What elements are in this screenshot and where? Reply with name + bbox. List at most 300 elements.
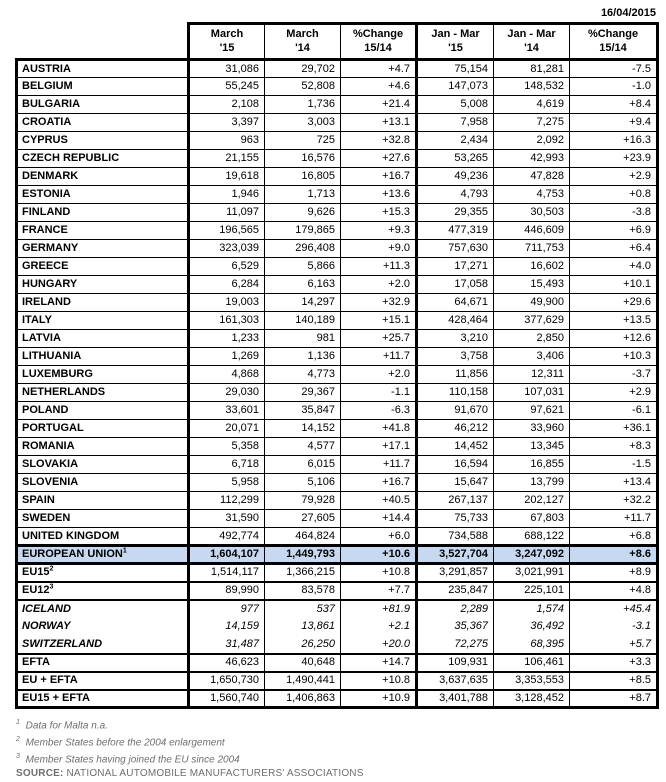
country-cell: CYPRUS: [17, 132, 189, 150]
country-cell: GERMANY: [17, 240, 189, 258]
value-cell: +15.1: [341, 312, 417, 330]
value-cell: 161,303: [189, 312, 265, 330]
country-cell: LATVIA: [17, 330, 189, 348]
country-cell: ESTONIA: [17, 186, 189, 204]
value-cell: 97,621: [494, 402, 570, 420]
value-cell: 1,490,441: [265, 672, 341, 690]
value-cell: 31,086: [189, 60, 265, 78]
country-cell: BELGIUM: [17, 78, 189, 96]
value-cell: 3,758: [417, 348, 494, 366]
value-cell: 688,122: [494, 528, 570, 546]
value-cell: +10.8: [341, 564, 417, 582]
value-cell: +25.7: [341, 330, 417, 348]
value-cell: +4.0: [570, 258, 658, 276]
source-text: NATIONAL AUTOMOBILE MANUFACTURERS' ASSOCIATIONS: [63, 768, 364, 779]
value-cell: +32.8: [341, 132, 417, 150]
value-cell: 14,297: [265, 294, 341, 312]
value-cell: 68,395: [494, 636, 570, 654]
value-cell: +8.7: [570, 690, 658, 708]
footnote-marker: 3: [49, 583, 54, 591]
table-row-latvia: [17, 330, 658, 348]
value-cell: 36,492: [494, 618, 570, 636]
column-header-4: Jan - Mar '15: [417, 24, 494, 60]
value-cell: +10.8: [341, 672, 417, 690]
value-cell: 1,136: [265, 348, 341, 366]
table-row-denmark: [17, 168, 658, 186]
value-cell: 5,958: [189, 474, 265, 492]
value-cell: 1,406,863: [265, 690, 341, 708]
value-cell: +13.1: [341, 114, 417, 132]
country-cell: DENMARK: [17, 168, 189, 186]
table-row-netherlands: [17, 384, 658, 402]
value-cell: 267,137: [417, 492, 494, 510]
table-row-slovakia: [17, 456, 658, 474]
value-cell: 35,847: [265, 402, 341, 420]
value-cell: 3,401,788: [417, 690, 494, 708]
column-header-5: Jan - Mar '14: [494, 24, 570, 60]
value-cell: -6.3: [341, 402, 417, 420]
value-cell: 757,630: [417, 240, 494, 258]
value-cell: 64,671: [417, 294, 494, 312]
value-cell: 6,718: [189, 456, 265, 474]
value-cell: 2,092: [494, 132, 570, 150]
country-cell: NETHERLANDS: [17, 384, 189, 402]
country-cell: BULGARIA: [17, 96, 189, 114]
value-cell: 3,128,452: [494, 690, 570, 708]
value-cell: 49,236: [417, 168, 494, 186]
value-cell: +81.9: [341, 600, 417, 618]
value-cell: 14,159: [189, 618, 265, 636]
value-cell: 3,247,092: [494, 546, 570, 564]
value-cell: +14.7: [341, 654, 417, 672]
value-cell: +10.1: [570, 276, 658, 294]
footnote-2: $^2$ Member States before the 2004 enlargement: [16, 736, 225, 749]
value-cell: +12.6: [570, 330, 658, 348]
source-label: SOURCE:: [16, 768, 64, 779]
country-cell: HUNGARY: [17, 276, 189, 294]
value-cell: +10.9: [341, 690, 417, 708]
value-cell: 40,648: [265, 654, 341, 672]
footnote-marker: 2: [49, 565, 54, 573]
value-cell: 1,574: [494, 600, 570, 618]
value-cell: +11.3: [341, 258, 417, 276]
table-row-france: [17, 222, 658, 240]
value-cell: +16.3: [570, 132, 658, 150]
table-row-european-union: [17, 546, 658, 564]
table-row-cyprus: [17, 132, 658, 150]
value-cell: 26,250: [265, 636, 341, 654]
value-cell: +11.7: [570, 510, 658, 528]
value-cell: +8.9: [570, 564, 658, 582]
value-cell: 13,861: [265, 618, 341, 636]
value-cell: 196,565: [189, 222, 265, 240]
value-cell: +27.6: [341, 150, 417, 168]
country-cell: GREECE: [17, 258, 189, 276]
value-cell: 1,713: [265, 186, 341, 204]
value-cell: 6,163: [265, 276, 341, 294]
value-cell: 46,212: [417, 420, 494, 438]
value-cell: 7,275: [494, 114, 570, 132]
table-row-eu15: [17, 564, 658, 582]
value-cell: 55,245: [189, 78, 265, 96]
value-cell: 179,865: [265, 222, 341, 240]
value-cell: +8.4: [570, 96, 658, 114]
value-cell: 42,993: [494, 150, 570, 168]
footnotes: [16, 714, 666, 782]
table-row-bulgaria: [17, 96, 658, 114]
value-cell: 963: [189, 132, 265, 150]
value-cell: 4,868: [189, 366, 265, 384]
value-cell: 27,605: [265, 510, 341, 528]
table-row-czech-republic: [17, 150, 658, 168]
value-cell: 52,808: [265, 78, 341, 96]
value-cell: 446,609: [494, 222, 570, 240]
value-cell: 7,958: [417, 114, 494, 132]
column-header-3: %Change 15/14: [341, 24, 417, 60]
value-cell: 75,154: [417, 60, 494, 78]
country-cell: ITALY: [17, 312, 189, 330]
value-cell: 1,514,117: [189, 564, 265, 582]
value-cell: +20.0: [341, 636, 417, 654]
value-cell: +4.8: [570, 582, 658, 600]
value-cell: +6.0: [341, 528, 417, 546]
value-cell: 492,774: [189, 528, 265, 546]
value-cell: 377,629: [494, 312, 570, 330]
value-cell: 16,602: [494, 258, 570, 276]
value-cell: 33,601: [189, 402, 265, 420]
value-cell: 2,108: [189, 96, 265, 114]
value-cell: 35,367: [417, 618, 494, 636]
value-cell: 225,101: [494, 582, 570, 600]
country-cell: IRELAND: [17, 294, 189, 312]
table-row-croatia: [17, 114, 658, 132]
country-cell: AUSTRIA: [17, 60, 189, 78]
column-header-6: %Change 15/14: [570, 24, 658, 60]
table-row-slovenia: [17, 474, 658, 492]
value-cell: 3,291,857: [417, 564, 494, 582]
country-cell: FINLAND: [17, 204, 189, 222]
table-row-finland: [17, 204, 658, 222]
value-cell: 2,434: [417, 132, 494, 150]
value-cell: +16.7: [341, 474, 417, 492]
value-cell: 1,366,215: [265, 564, 341, 582]
value-cell: 106,461: [494, 654, 570, 672]
table-row-portugal: [17, 420, 658, 438]
value-cell: 1,233: [189, 330, 265, 348]
value-cell: +2.1: [341, 618, 417, 636]
country-cell: EUROPEAN UNION$^1$: [17, 546, 189, 564]
value-cell: 296,408: [265, 240, 341, 258]
table-row-norway: [17, 618, 658, 636]
value-cell: 75,733: [417, 510, 494, 528]
table-row-romania: [17, 438, 658, 456]
value-cell: +32.2: [570, 492, 658, 510]
value-cell: +45.4: [570, 600, 658, 618]
value-cell: 4,753: [494, 186, 570, 204]
footnote-3: $^3$ Member States having joined the EU since 2004: [16, 753, 240, 766]
value-cell: -7.5: [570, 60, 658, 78]
value-cell: 9,626: [265, 204, 341, 222]
value-cell: 16,576: [265, 150, 341, 168]
value-cell: 19,003: [189, 294, 265, 312]
value-cell: +14.4: [341, 510, 417, 528]
table-row-greece: [17, 258, 658, 276]
value-cell: 1,269: [189, 348, 265, 366]
table-row-eu15-efta: [17, 690, 658, 708]
value-cell: +9.3: [341, 222, 417, 240]
value-cell: 49,900: [494, 294, 570, 312]
country-cell: EU + EFTA: [17, 672, 189, 690]
value-cell: 29,030: [189, 384, 265, 402]
value-cell: 5,106: [265, 474, 341, 492]
value-cell: +41.8: [341, 420, 417, 438]
value-cell: 30,503: [494, 204, 570, 222]
value-cell: 29,367: [265, 384, 341, 402]
value-cell: -3.8: [570, 204, 658, 222]
table-row-estonia: [17, 186, 658, 204]
value-cell: 1,650,730: [189, 672, 265, 690]
table-row-sweden: [17, 510, 658, 528]
value-cell: +7.7: [341, 582, 417, 600]
value-cell: +40.5: [341, 492, 417, 510]
value-cell: 16,855: [494, 456, 570, 474]
table-row-germany: [17, 240, 658, 258]
value-cell: 464,824: [265, 528, 341, 546]
country-cell: SLOVAKIA: [17, 456, 189, 474]
value-cell: +5.7: [570, 636, 658, 654]
value-cell: 323,039: [189, 240, 265, 258]
value-cell: 4,793: [417, 186, 494, 204]
country-cell: PORTUGAL: [17, 420, 189, 438]
value-cell: 428,464: [417, 312, 494, 330]
table-row-eu12: [17, 582, 658, 600]
value-cell: 13,345: [494, 438, 570, 456]
value-cell: +8.3: [570, 438, 658, 456]
value-cell: +29.6: [570, 294, 658, 312]
value-cell: 202,127: [494, 492, 570, 510]
value-cell: +10.3: [570, 348, 658, 366]
value-cell: 1,736: [265, 96, 341, 114]
country-cell: EFTA: [17, 654, 189, 672]
country-cell: CZECH REPUBLIC: [17, 150, 189, 168]
value-cell: 3,021,991: [494, 564, 570, 582]
value-cell: 3,637,635: [417, 672, 494, 690]
value-cell: -6.1: [570, 402, 658, 420]
value-cell: +13.4: [570, 474, 658, 492]
country-cell: FRANCE: [17, 222, 189, 240]
value-cell: 16,594: [417, 456, 494, 474]
value-cell: 2,850: [494, 330, 570, 348]
value-cell: 79,928: [265, 492, 341, 510]
value-cell: 6,284: [189, 276, 265, 294]
value-cell: +10.6: [341, 546, 417, 564]
country-cell: SPAIN: [17, 492, 189, 510]
value-cell: 19,618: [189, 168, 265, 186]
column-header-2: March '14: [265, 24, 341, 60]
value-cell: 72,275: [417, 636, 494, 654]
column-header-1: March '15: [189, 24, 265, 60]
value-cell: +36.1: [570, 420, 658, 438]
country-cell: EU15 + EFTA: [17, 690, 189, 708]
value-cell: -3.1: [570, 618, 658, 636]
table-row-iceland: [17, 600, 658, 618]
table-row-efta: [17, 654, 658, 672]
value-cell: 5,008: [417, 96, 494, 114]
value-cell: +23.9: [570, 150, 658, 168]
value-cell: +6.8: [570, 528, 658, 546]
value-cell: 33,960: [494, 420, 570, 438]
value-cell: 477,319: [417, 222, 494, 240]
value-cell: 17,058: [417, 276, 494, 294]
value-cell: +17.1: [341, 438, 417, 456]
value-cell: +11.7: [341, 348, 417, 366]
value-cell: -3.7: [570, 366, 658, 384]
value-cell: 15,647: [417, 474, 494, 492]
table-row-ireland: [17, 294, 658, 312]
value-cell: 148,532: [494, 78, 570, 96]
value-cell: 1,560,740: [189, 690, 265, 708]
value-cell: 3,406: [494, 348, 570, 366]
table-row-lithuania: [17, 348, 658, 366]
value-cell: 2,289: [417, 600, 494, 618]
table-header: [17, 24, 658, 60]
country-cell: SWEDEN: [17, 510, 189, 528]
country-cell: $EU15^2$: [17, 564, 189, 582]
table-row-eu-efta: [17, 672, 658, 690]
value-cell: 11,856: [417, 366, 494, 384]
value-cell: 83,578: [265, 582, 341, 600]
value-cell: +15.3: [341, 204, 417, 222]
value-cell: 5,358: [189, 438, 265, 456]
value-cell: 140,189: [265, 312, 341, 330]
value-cell: +21.4: [341, 96, 417, 114]
value-cell: 89,990: [189, 582, 265, 600]
value-cell: 17,271: [417, 258, 494, 276]
footnote-marker: 1: [122, 547, 127, 555]
value-cell: 12,311: [494, 366, 570, 384]
value-cell: 21,155: [189, 150, 265, 168]
value-cell: 6,015: [265, 456, 341, 474]
registrations-table: [15, 22, 659, 709]
table-row-luxemburg: [17, 366, 658, 384]
value-cell: +8.6: [570, 546, 658, 564]
country-cell: UNITED KINGDOM: [17, 528, 189, 546]
value-cell: 3,210: [417, 330, 494, 348]
value-cell: +2.9: [570, 384, 658, 402]
value-cell: 14,152: [265, 420, 341, 438]
table-row-switzerland: [17, 636, 658, 654]
country-cell: POLAND: [17, 402, 189, 420]
value-cell: 147,073: [417, 78, 494, 96]
value-cell: 981: [265, 330, 341, 348]
report-date: 16/04/2015: [600, 7, 656, 19]
value-cell: 977: [189, 600, 265, 618]
value-cell: 110,158: [417, 384, 494, 402]
value-cell: 47,828: [494, 168, 570, 186]
country-cell: NORWAY: [17, 618, 189, 636]
value-cell: +13.5: [570, 312, 658, 330]
value-cell: 29,355: [417, 204, 494, 222]
header-corner-spacer: [17, 24, 189, 60]
value-cell: 20,071: [189, 420, 265, 438]
country-cell: LUXEMBURG: [17, 366, 189, 384]
table-body: [17, 60, 658, 708]
value-cell: 711,753: [494, 240, 570, 258]
table-row-belgium: [17, 78, 658, 96]
value-cell: 4,577: [265, 438, 341, 456]
value-cell: +9.4: [570, 114, 658, 132]
table-row-poland: [17, 402, 658, 420]
table-row-united-kingdom: [17, 528, 658, 546]
value-cell: 53,265: [417, 150, 494, 168]
value-cell: -1.0: [570, 78, 658, 96]
value-cell: 725: [265, 132, 341, 150]
value-cell: +4.7: [341, 60, 417, 78]
value-cell: 15,493: [494, 276, 570, 294]
value-cell: 1,449,793: [265, 546, 341, 564]
value-cell: 3,353,553: [494, 672, 570, 690]
value-cell: +9.0: [341, 240, 417, 258]
value-cell: 31,590: [189, 510, 265, 528]
value-cell: +11.7: [341, 456, 417, 474]
value-cell: 13,799: [494, 474, 570, 492]
country-cell: SLOVENIA: [17, 474, 189, 492]
value-cell: 16,805: [265, 168, 341, 186]
value-cell: 31,487: [189, 636, 265, 654]
value-cell: +32.9: [341, 294, 417, 312]
table-row-spain: [17, 492, 658, 510]
value-cell: 67,803: [494, 510, 570, 528]
value-cell: 235,847: [417, 582, 494, 600]
value-cell: +4.6: [341, 78, 417, 96]
value-cell: 5,866: [265, 258, 341, 276]
value-cell: 81,281: [494, 60, 570, 78]
country-cell: SWITZERLAND: [17, 636, 189, 654]
country-cell: ROMANIA: [17, 438, 189, 456]
value-cell: 3,003: [265, 114, 341, 132]
value-cell: +16.7: [341, 168, 417, 186]
table-row-italy: [17, 312, 658, 330]
value-cell: 6,529: [189, 258, 265, 276]
value-cell: 1,946: [189, 186, 265, 204]
value-cell: 14,452: [417, 438, 494, 456]
value-cell: +6.4: [570, 240, 658, 258]
value-cell: -1.5: [570, 456, 658, 474]
table-row-austria: [17, 60, 658, 78]
footnote-1: $^1$ Data for Malta n.a.: [16, 719, 108, 732]
value-cell: +2.0: [341, 276, 417, 294]
value-cell: 107,031: [494, 384, 570, 402]
value-cell: 11,097: [189, 204, 265, 222]
footnote-list: [16, 714, 666, 765]
value-cell: 734,588: [417, 528, 494, 546]
value-cell: 1,604,107: [189, 546, 265, 564]
value-cell: 109,931: [417, 654, 494, 672]
value-cell: 4,773: [265, 366, 341, 384]
header-row: [17, 24, 658, 60]
table-row-hungary: [17, 276, 658, 294]
value-cell: 91,670: [417, 402, 494, 420]
value-cell: 112,299: [189, 492, 265, 510]
value-cell: +0.8: [570, 186, 658, 204]
value-cell: 4,619: [494, 96, 570, 114]
country-cell: ICELAND: [17, 600, 189, 618]
value-cell: +3.3: [570, 654, 658, 672]
value-cell: 3,397: [189, 114, 265, 132]
value-cell: 29,702: [265, 60, 341, 78]
value-cell: 3,527,704: [417, 546, 494, 564]
value-cell: +2.0: [341, 366, 417, 384]
